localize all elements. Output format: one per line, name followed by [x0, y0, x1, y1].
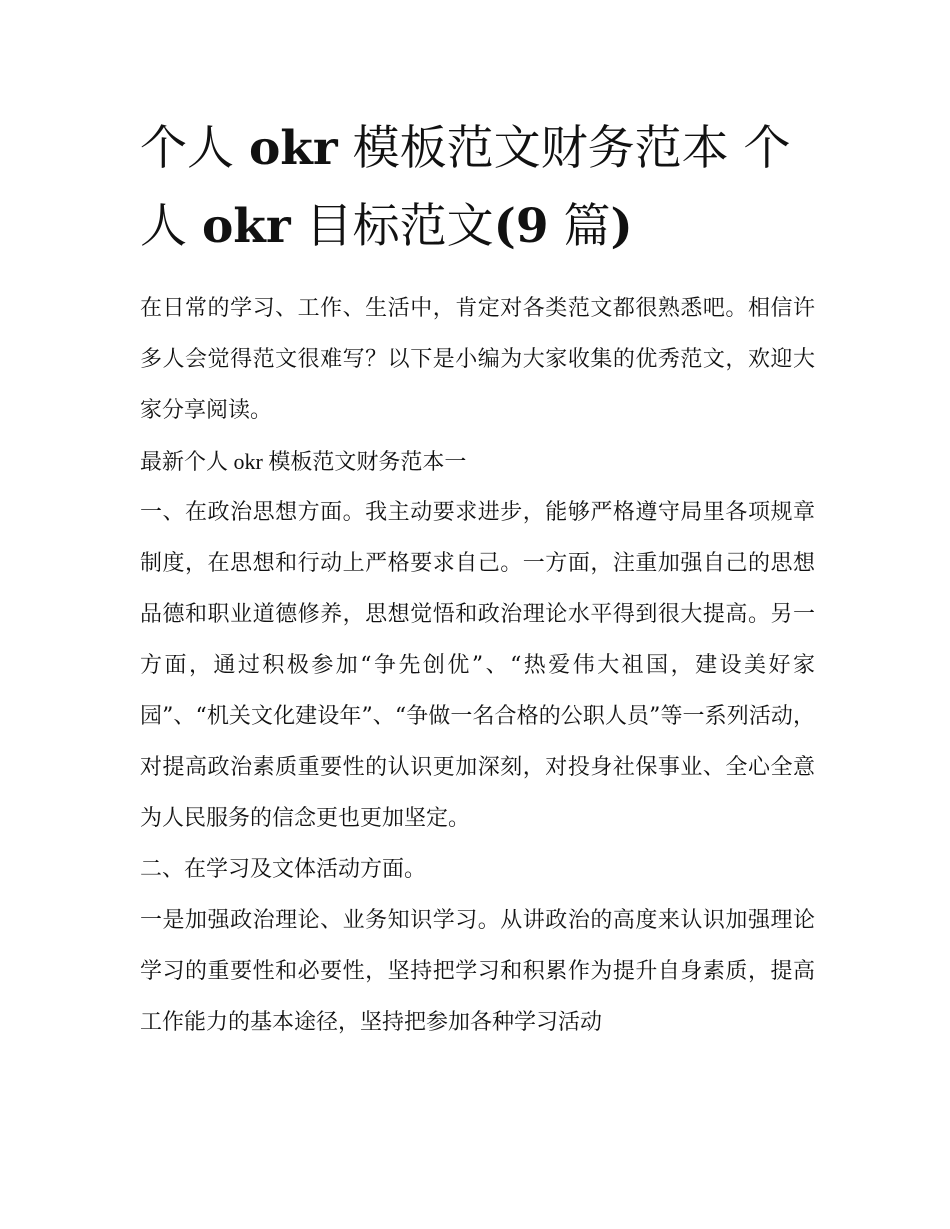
title-bold-4: ): [610, 199, 633, 254]
intro-paragraph: 在日常的学习、工作、生活中，肯定对各类范文都很熟悉吧。相信许多人会觉得范文很难写？以下是小编为大家收集的优秀范文，欢迎大家分享阅读。: [140, 296, 815, 423]
title-bold-3: (9: [493, 199, 549, 254]
title-part-4: 篇: [548, 199, 611, 254]
document-title: [140, 110, 815, 266]
title-part-3: 目标范文: [290, 199, 494, 254]
title-part-2: 模板范文财务范本 个人: [140, 121, 791, 254]
body-paragraph-study: 一是加强政治理论、业务知识学习。从讲政治的高度来认识加强理论学习的重要性和必要性，坚持把学习和积累作为提升自身素质，提高工作能力的基本途径，坚持把参加各种学习活动: [140, 908, 815, 1035]
document-content: [140, 110, 815, 1048]
title-bold-2: okr: [201, 199, 291, 254]
body-paragraph-political: 一、在政治思想方面。我主动要求进步，能够严格遵守局里各项规章制度，在思想和行动上严格要求自己。一方面，注重加强自己的思想品德和职业道德修养，思想觉悟和政治理论水平得到很大提高。另一方面，通过积极参加“争先创优”、“热爱伟大祖国，建设美好家园”、“机关文化建设年”、“争做一名合格的公职人员”等一系列活动，对提高政治素质重要性的认识更加深刻，对投身社保事业、全心全意为人民服务的信念更也更加坚定。: [140, 500, 815, 831]
section-heading-1: 最新个人 okr 模板范文财务范本一: [140, 449, 467, 474]
title-bold-1: okr: [248, 121, 338, 176]
section-heading-2: 二、在学习及文体活动方面。: [140, 857, 427, 882]
title-part-1: 个人: [140, 121, 249, 176]
